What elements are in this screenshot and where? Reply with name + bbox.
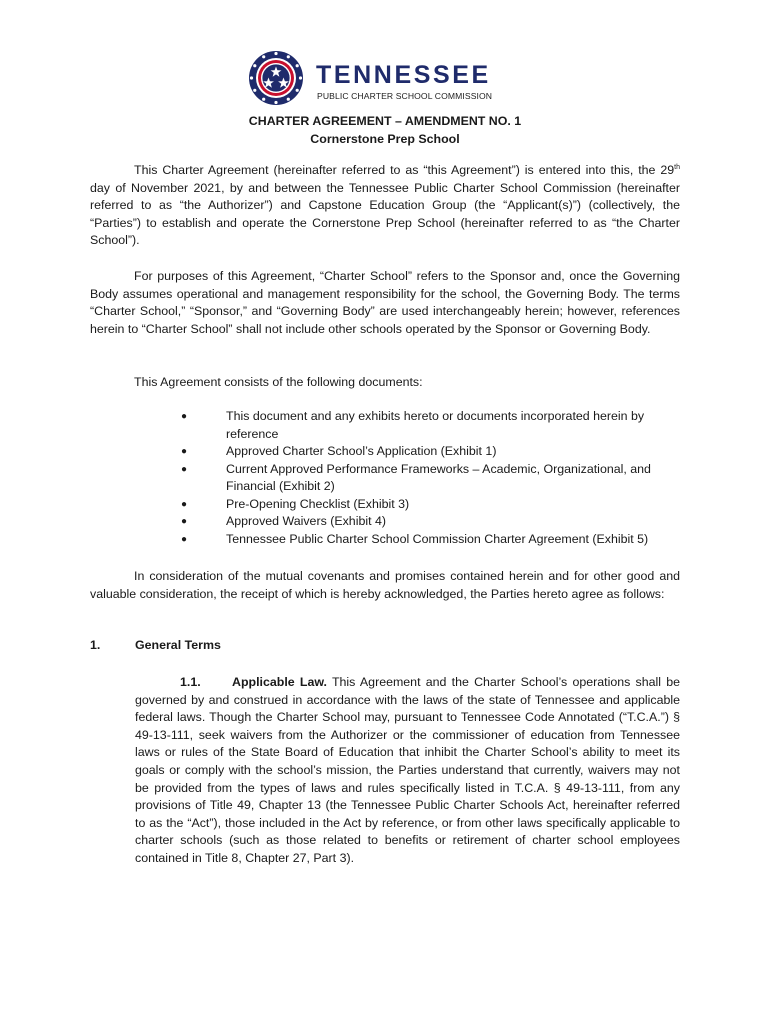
bullet-icon: ●	[181, 446, 188, 457]
bullet-icon: ●	[181, 463, 188, 475]
documents-list	[0, 408, 770, 548]
document-subtitle: Cornerstone Prep School	[310, 132, 460, 146]
list-item-text: Pre-Opening Checklist (Exhibit 3)	[226, 496, 410, 511]
list-item-text: Current Approved Performance Frameworks – Academic, Organizational, and Financial (Exhibit 2)	[226, 461, 651, 493]
list-item-text: Approved Charter School’s Application (Exhibit 1)	[226, 444, 497, 458]
purposes-paragraph: For purposes of this Agreement, “Charter School” refers to the Sponsor and, once the Governing Body assumes operational and management responsibility for the school, the Governing Body. The terms “Charter School,” “Sponsor,” and “Governing Body” are used interchangeably herein; however, references herein to “Charter School” shall not include other schools operated by the Sponsor or Governing Body.	[90, 269, 680, 336]
subsection-heading: Applicable Law.	[232, 675, 327, 689]
list-item	[0, 513, 770, 531]
list-item	[0, 408, 770, 443]
commission-logo	[248, 50, 528, 106]
bullet-icon: ●	[181, 498, 188, 510]
documents-intro: This Agreement consists of the following documents:	[134, 375, 423, 389]
list-item	[0, 496, 770, 514]
intro-text-start: This Charter Agreement (hereinafter referred to as “this Agreement”) is entered into this, the 29	[134, 163, 675, 177]
bullet-icon: ●	[181, 411, 188, 422]
intro-ordinal-suffix: th	[674, 164, 680, 171]
bullet-icon: ●	[181, 516, 188, 527]
consideration-paragraph: In consideration of the mutual covenants and promises contained herein and for other good and valuable consideration, the receipt of which is hereby acknowledged, the Parties hereto agree as follows:	[90, 569, 680, 601]
list-item-text: This document and any exhibits hereto or documents incorporated herein by reference	[226, 409, 645, 441]
document-title: CHARTER AGREEMENT – AMENDMENT NO. 1	[248, 114, 522, 128]
intro-text-end: day of November 2021, by and between the Tennessee Public Charter School Commission (hereinafter referred to as “the Authorizer”) and Capstone Education Group (the “Applicant(s)”) (collectively, the “Parties”) to establish and operate the Cornerstone Prep School (hereinafter referred to as “the Charter School”).	[90, 180, 680, 248]
org-subtitle: PUBLIC CHARTER SCHOOL COMMISSION	[317, 91, 493, 101]
subsection-text: This Agreement and the Charter School’s operations shall be governed by and construed in accordance with the laws of the state of Tennessee and applicable federal laws. Though the Charter School may, pursuant to Tennessee Code Annotated (“T.C.A.”) § 49-13-111, seek waivers from the Authorizer or the commissioner of education from Tennessee laws or rules of the State Board of Education that inhibit the Charter School’s ability to meet its goals or comply with the school’s mission, the Parties understand that currently, waivers may not be provided from the types of laws and rules specifically listed in T.C.A. § 49-13-111, from any provisions of Title 49, Chapter 13 (the Tennessee Public Charter Schools Act, hereinafter referred to as the “Act”), those included in the Act by reference, or from other laws specifically applicable to charter schools (such as those related to benefits or retirement of charter school employees contained in Title 8, Chapter 27, Part 3).	[135, 675, 681, 865]
list-item-text: Tennessee Public Charter School Commission Charter Agreement (Exhibit 5)	[226, 531, 649, 546]
list-item	[0, 443, 770, 461]
bullet-icon: ●	[181, 533, 188, 545]
list-item	[0, 531, 770, 549]
subsection-number: 1.1.	[180, 675, 201, 689]
applicable-law-paragraph	[135, 674, 680, 868]
org-name: TENNESSEE	[316, 61, 491, 89]
list-item-text: Approved Waivers (Exhibit 4)	[226, 514, 386, 528]
tennessee-tristar-seal-icon	[248, 50, 304, 106]
section-title: General Terms	[135, 638, 221, 652]
intro-paragraph	[90, 162, 680, 250]
list-item	[0, 461, 770, 496]
section-number: 1.	[90, 638, 101, 652]
